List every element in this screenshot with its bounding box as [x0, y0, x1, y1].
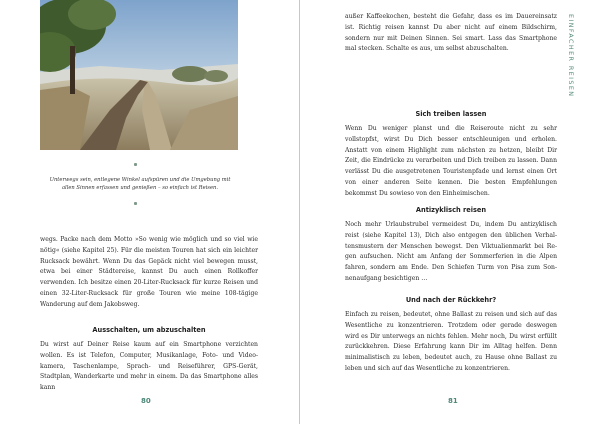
paragraph-text: Du wirst auf Deiner Reise kaum auf ein Smartphone verzichten wollen. Es ist Telefon, Computer, Musikanlage, Foto- und Videokamera, Taschenlampe, Sprach- und Reiseführer, GPS-Gerät, Stadtplan, Wanderkarte und mehr in einem. Da das Smartphone alles kann: [40, 341, 258, 392]
left-paragraph-1: [40, 235, 258, 311]
left-paragraph-2: [40, 340, 258, 394]
paragraph-text: Wenn Du weniger planst und die Reiseroute nicht zu sehr vollstopfst, wirst Du Dich besser entschleunigen und erholen. Anstatt von einem Highlight zum nächsten zu hetzen, bleibt Dir Zeit, die Eindrücke zu verarbeiten und Dich treiben zu lassen. Dann verlässt Du die ausgetretenen Touristenpfade und lernst einen Ort von einer anderen Seite kennen. Die besten Empfehlungen bekommst Du sowieso von den Einheimischen.: [345, 125, 557, 197]
left-page: [0, 0, 299, 424]
paragraph-text: wegs. Packe nach dem Motto »So wenig wie möglich und so viel wie nötig« (siehe Kapitel 25). Für die meisten Touren hat sich ein leichter Rucksack bewährt. Wenn Du das Gepäck nicht viel bewegen musst, etwa bei einer Städtereise, kannst Du auch einen Rollkoffer verwenden. Ich besitze einen 20-Liter-Rucksack für kurze Reisen und einen 32-Liter-Rucksack für große Touren wie meine 108-tägige Wanderung auf dem Jakobsweg.: [40, 236, 258, 308]
page-number-right: 81: [448, 397, 458, 405]
photo-caption: Unterwegs sein, entlegene Winkel aufspüren und die Umgebung mit allen Sinnen erfassen und genießen – so einfach ist Reisen.: [49, 177, 231, 191]
right-paragraph-3: [345, 220, 557, 285]
heading-treiben: Sich treiben lassen: [415, 110, 487, 118]
page-number-left: 80: [141, 397, 151, 405]
right-paragraph-1: [345, 12, 557, 55]
heading-antizyklisch: Antizyklisch reisen: [415, 206, 487, 214]
right-page: [300, 0, 600, 424]
heading-rueckkehr: Und nach der Rückkehr?: [405, 296, 497, 304]
paragraph-text: Einfach zu reisen, bedeutet, ohne Ballast zu reisen und sich auf das Wesentliche zu konzentrieren. Trotzdem oder gerade deswegen wird es Dir unterwegs an nichts fehlen. Mehr noch, Du wirst erfüllt zurückkehren. Diese Erfahrung kann Dir im Alltag helfen. Denn minimalistisch zu leben, bedeutet auch, zu Hause ohne Ballast zu leben und sich auf das Wesentliche zu konzentrieren.: [345, 311, 557, 372]
right-paragraph-4: [345, 310, 557, 375]
caption-dot-top: [134, 163, 137, 166]
right-paragraph-2: [345, 124, 557, 200]
paragraph-text: Noch mehr Urlaubstrubel vermeidest Du, indem Du antizyklisch reist (siehe Kapitel 13), Dich also entgegen den üblichen Verhaltensmustern der Menschen bewegst. Den Viktualienmarkt bei Regen aufsuchen. Nicht am Anfang der Sommerferien in die Alpen fahren, sondern am Ende. Den Schiefen Turm von Pisa zum Sonnenaufgang besichtigen …: [345, 221, 557, 282]
landscape-photo: [40, 0, 238, 150]
paragraph-text: außer Kaffeekochen, besteht die Gefahr, dass es im Dauereinsatz ist. Richtig reisen kannst Du aber nicht auf einem Bildschirm, sondern nur mit Deinen Sinnen. Sei smart. Lass das Smartphone mal stecken. Schalte es aus, um selbst abzuschalten.: [345, 13, 557, 53]
caption-dot-bottom: [134, 202, 137, 205]
chapter-sidebar-title: EINFACHER REISEN: [567, 14, 575, 98]
heading-ausschalten: Ausschalten, um abzuschalten: [92, 326, 206, 334]
